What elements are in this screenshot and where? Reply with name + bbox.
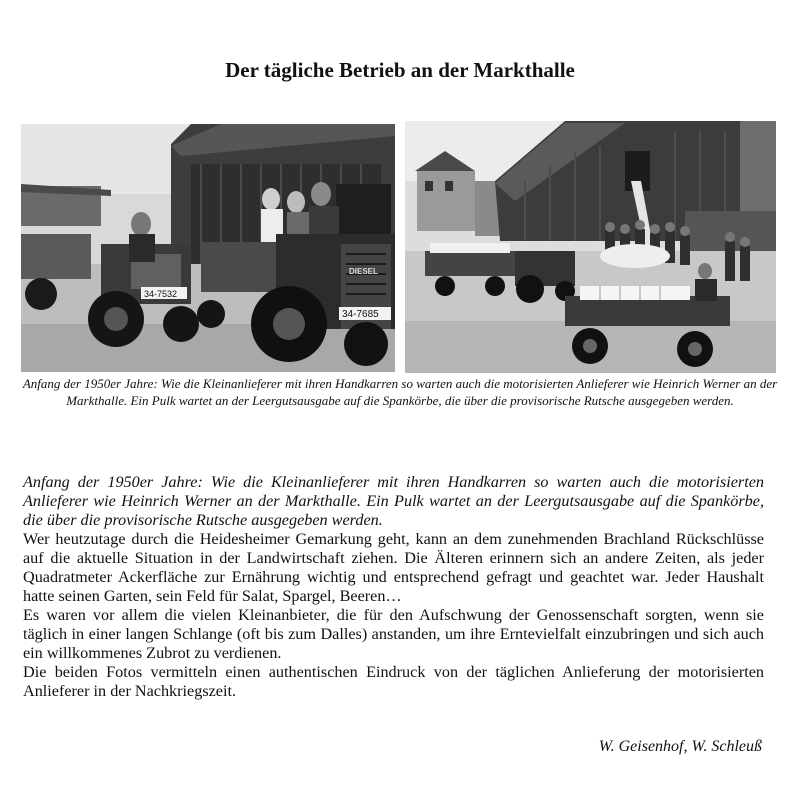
paragraph-2: Es waren vor allem die vielen Kleinanbieter, die für den Aufschwung der Genossenschaft sorgten, wenn sie täglich in einer langen Schlange (oft bis zum Dalles) anstanden, um ihre Erntevielfalt einzubringen und sich auch ein willkommenes Zubrot zu verdienen.: [23, 606, 764, 662]
paragraph-1: Wer heutzutage durch die Heidesheimer Gemarkung geht, kann an dem zunehmenden Brachland Rückschlüsse auf die aktuelle Situation in der Landwirtschaft ziehen. Die Älteren erinnern sich an andere Zeiten, als jeder Quadratmeter Ackerfläche zur Ernährung wichtig und entsprechend gefragt und geachtet war. Jeder Haushalt hatte seinen Garten, sein Feld für Salat, Spargel, Beeren…: [23, 530, 764, 605]
photo-caption: Anfang der 1950er Jahre: Wie die Kleinanlieferer mit ihren Handkarren so warten auch die motorisierten Anlieferer wie Heinrich Werner an der Markthalle. Ein Pulk wartet an der Leergutsausgabe auf die Spankörbe, die über die provisorische Rutsche ausgegeben werden.: [22, 376, 778, 408]
lead-paragraph: Anfang der 1950er Jahre: Wie die Kleinanlieferer mit ihren Handkarren so warten auch die motorisierten Anlieferer wie Heinrich Werner an der Markthalle. Ein Pulk wartet an der Leergutsausgabe auf die Spankörbe, die über die provisorische Rutsche ausgegeben werden.: [23, 473, 764, 529]
tractor-diesel-label: DIESEL: [349, 267, 378, 276]
photo-tractors-barn: [21, 124, 395, 372]
photo-crowd-courtyard-image: [405, 121, 776, 373]
article-body: [23, 473, 764, 701]
photo-crowd-courtyard: [405, 121, 776, 373]
paragraph-3: Die beiden Fotos vermitteln einen authentischen Eindruck von der täglichen Anlieferung der motorisierten Anlieferer in der Nachkriegszeit.: [23, 663, 764, 700]
plate-small-tractor: 34-7532: [144, 289, 178, 299]
author-credit: W. Geisenhof, W. Schleuß: [598, 738, 762, 755]
plate-large-tractor: 34-7685: [342, 309, 379, 320]
photo-row: [21, 121, 776, 373]
photo-tractors-barn-image: [21, 124, 395, 372]
page-title: Der tägliche Betrieb an der Markthalle: [225, 58, 575, 82]
